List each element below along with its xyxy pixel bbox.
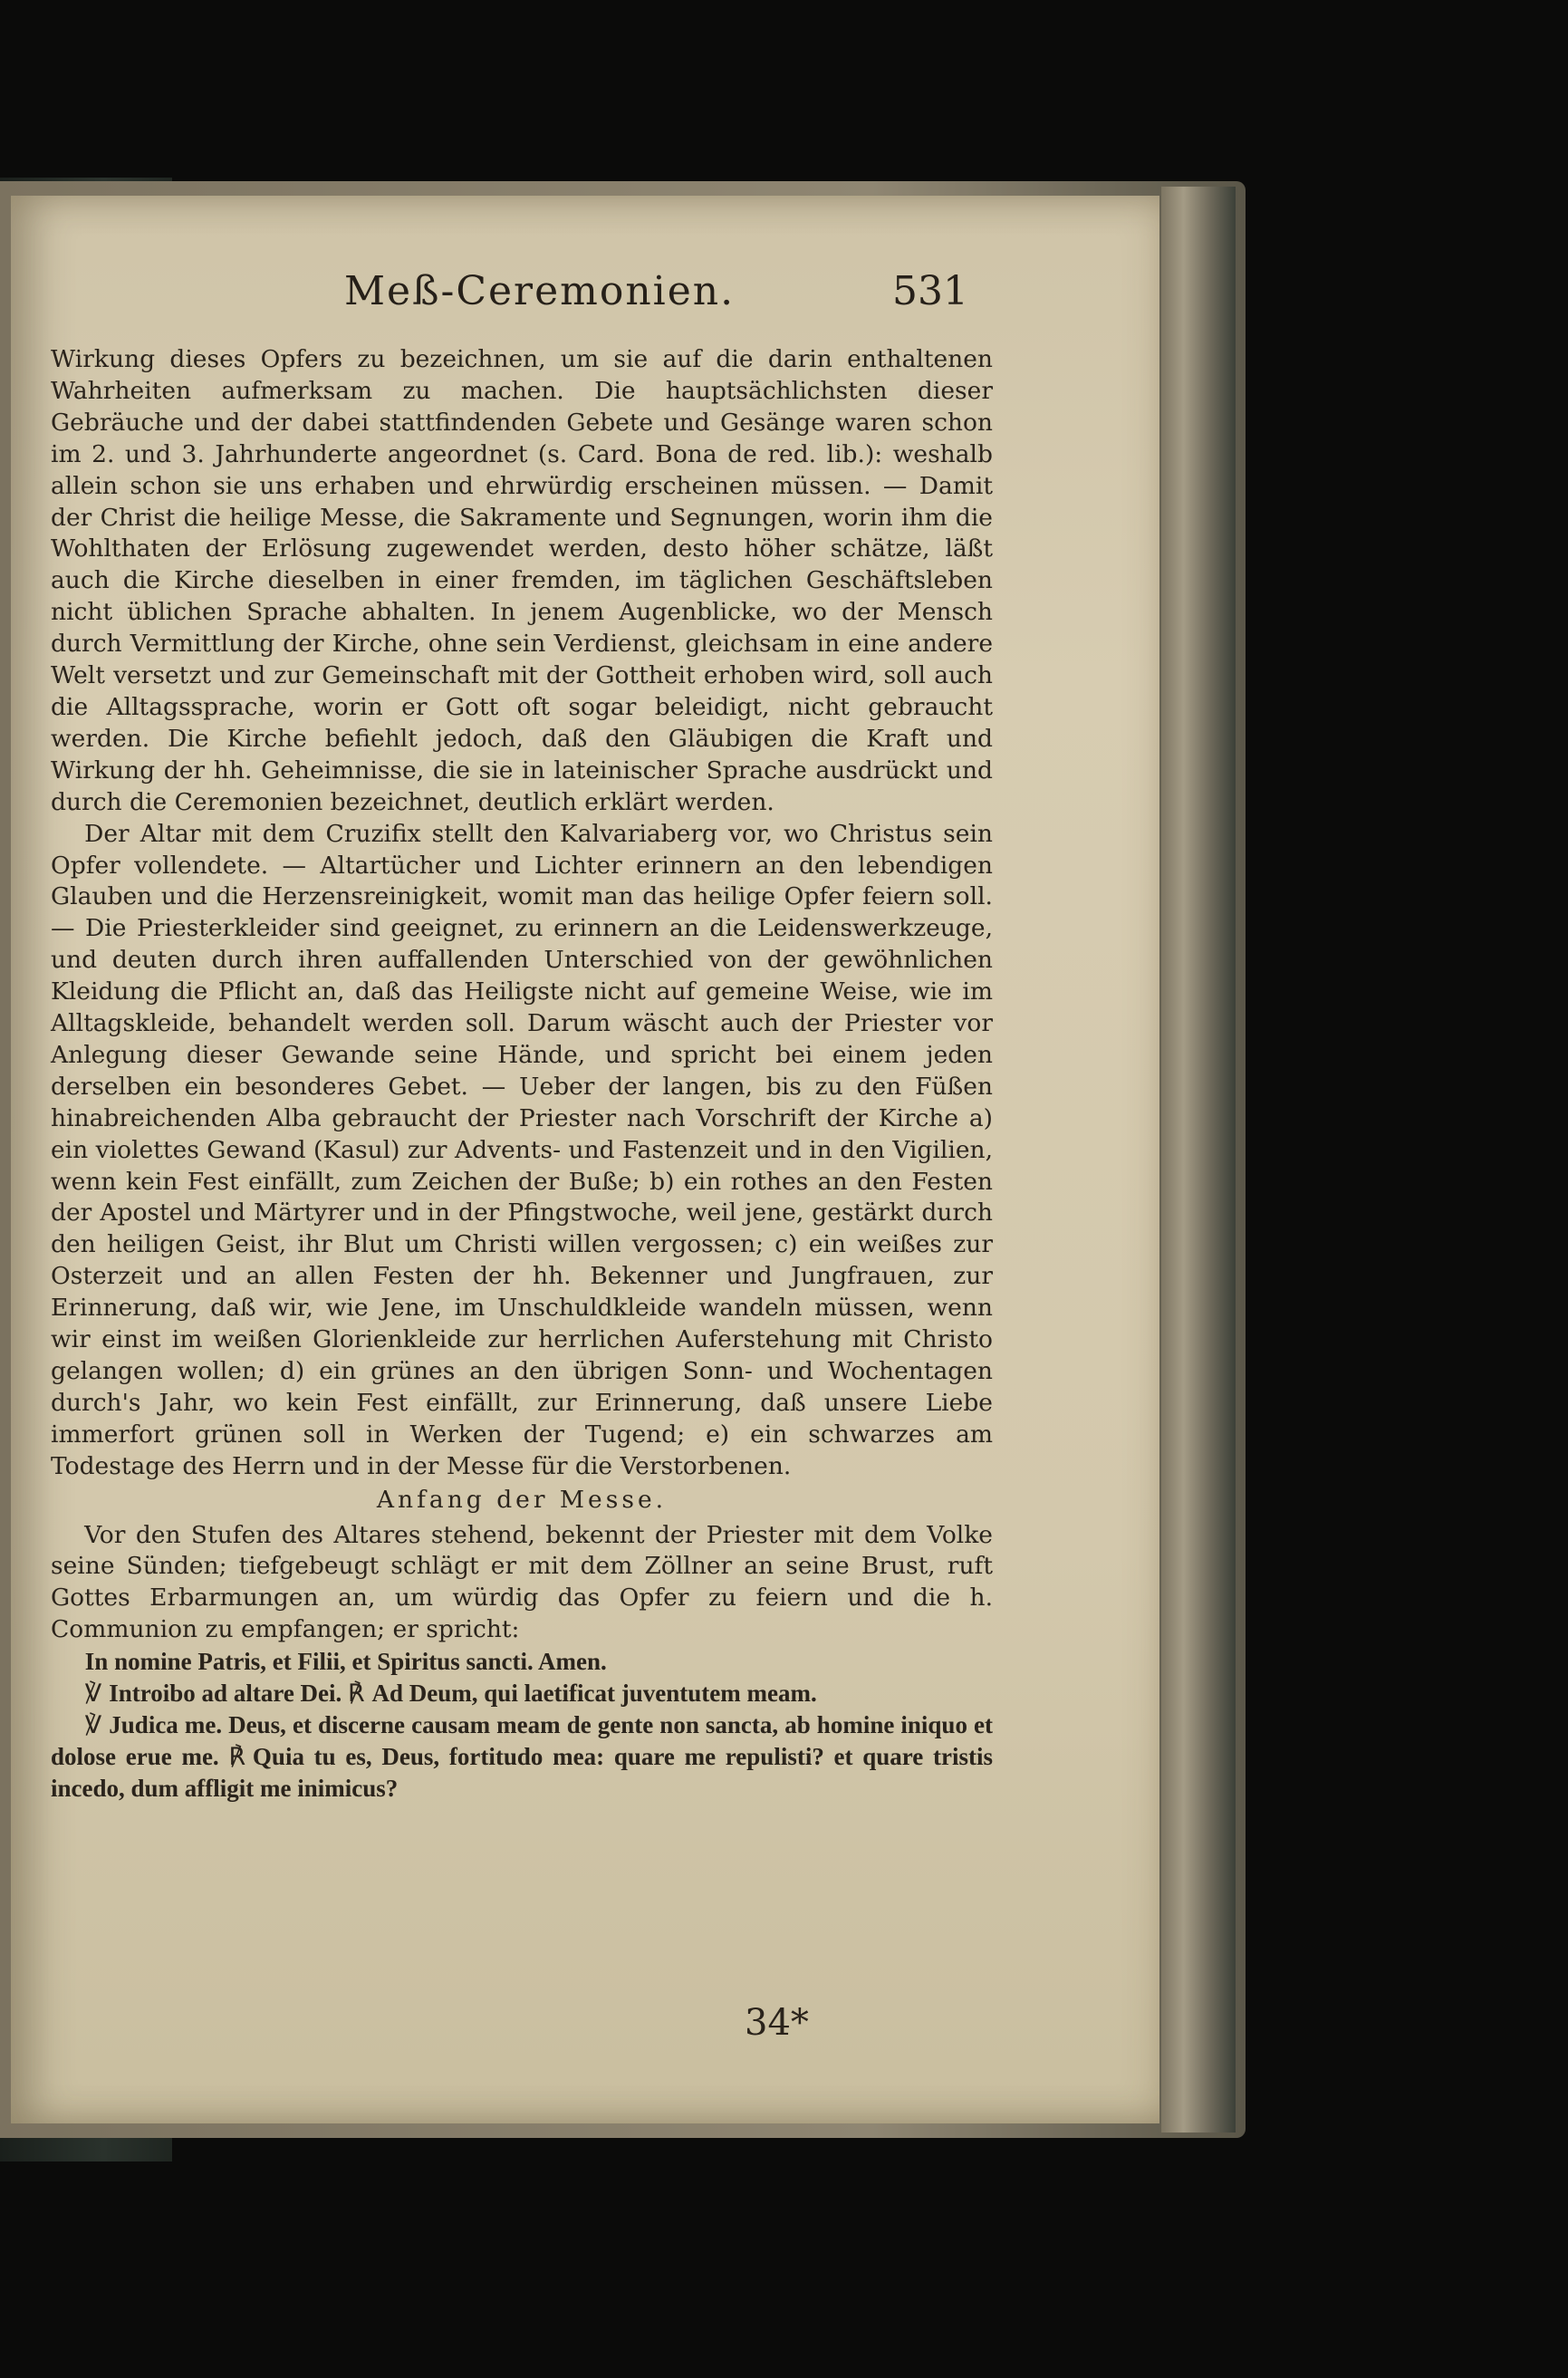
paragraph-2: Der Altar mit dem Cruzifix stellt den Kalvariaberg vor, wo Christus sein Opfer vollendete. — Altartücher und Lichter erinnern an den lebendigen Glauben und die Herzensreinigkeit, womit man das heilige Opfer feiern soll. — Die Priesterkleider sind geeignet, zu erinnern an die Leidenswerkzeuge, und deuten durch ihren auffallenden Unterschied von der gewöhnlichen Kleidung die Pflicht an, daß das Heiligste nicht auf gemeine Weise, wie im Alltagskleide, behandelt werden soll. Darum wäscht auch der Priester vor Anlegung dieser Gewande seine Hände, und spricht bei einem jeden derselben ein besonderes Gebet. — Ueber der langen, bis zu den Füßen hinabreichenden Alba gebraucht der Priester nach Vorschrift der Kirche a) ein violettes Gewand (Kasul) zur Advents- und Fastenzeit und in den Vigilien, wenn kein Fest einfällt, zum Zeichen der Buße; b) ein rothes an den Festen der Apostel und Märtyrer und in der Pfingstwoche, weil jene, gestärkt durch den heiligen Geist, ihr Blut um Christi willen vergossen; c) ein weißes zur Osterzeit und an allen Festen der hh. Bekenner und Jungfrauen, zur Erinnerung, daß wir, wie Jene, im Unschuldkleide wandeln müssen, wenn wir einst im weißen Glorienkleide zur herrlichen Auferstehung mit Christo gelangen wollen; d) ein grünes an den übrigen Sonn- und Wochentagen durch's Jahr, wo kein Fest einfällt, zur Erinnerung, daß unsere Liebe immerfort grünen soll in Werken der Tugend; e) ein schwarzes am Todestage des Herrn und in der Messe für die Verstorbenen. [51, 819, 993, 1480]
latin-line-3 [51, 1709, 993, 1805]
paragraph-3: Vor den Stufen des Altares stehend, bekennt der Priester mit dem Volke seine Sünden; tiefgebeugt schlägt er mit dem Zöllner an seine Brust, ruft Gottes Erbarmungen an, um würdig das Opfer zu feiern und die h. Communion zu empfangen; er spricht: [51, 1520, 993, 1644]
text-block [51, 344, 993, 1805]
latin-versicle-2: Introibo ad altare Dei. [109, 1680, 342, 1708]
response-symbol: ℟ [348, 1680, 365, 1708]
latin-versicle-3: Judica me. Deus, et discerne causam meam de gente non sancta, ab homine iniquo et dolose erue me. [51, 1711, 993, 1771]
versicle-symbol: ℣ [84, 1711, 102, 1739]
signature-mark: 34* [745, 2002, 809, 2044]
response-symbol: ℟ [228, 1743, 245, 1771]
versicle-symbol: ℣ [84, 1680, 102, 1708]
latin-response-3: Quia tu es, Deus, fortitudo mea: quare me repulisti? et quare tristis incedo, dum affligit me inimicus? [51, 1743, 994, 1803]
page-edge-stack [1161, 187, 1236, 2132]
section-heading: Anfang der Messe. [376, 1485, 668, 1514]
latin-line-1: In nomine Patris, et Filii, et Spiritus sancti. Amen. [84, 1648, 607, 1676]
latin-line-2 [51, 1678, 993, 1709]
running-title: Meß-Ceremonien. [344, 268, 736, 314]
page-number: 531 [892, 268, 968, 314]
page-header [0, 268, 996, 323]
paragraph-1: Wirkung dieses Opfers zu bezeichnen, um sie auf die darin enthaltenen Wahrheiten aufmerksam zu machen. Die hauptsächlichsten dieser Gebräuche und der dabei stattfindenden Gebete und Gesänge waren schon im 2. und 3. Jahrhunderte angeordnet (s. Card. Bona de red. lib.): weshalb allein schon sie uns erhaben und ehrwürdig erscheinen müssen. — Damit der Christ die heilige Messe, die Sakramente und Segnungen, worin ihm die Wohlthaten der Erlösung zugewendet werden, desto höher schätze, läßt auch die Kirche dieselben in einer fremden, im täglichen Geschäftsleben nicht üblichen Sprache abhalten. In jenem Augenblicke, wo der Mensch durch Vermittlung der Kirche, ohne sein Verdienst, gleichsam in eine andere Welt versetzt und zur Gemeinschaft mit der Gottheit erhoben wird, soll auch die Alltagssprache, worin er Gott oft sogar beleidigt, nicht gebraucht werden. Die Kirche befiehlt jedoch, daß den Gläubigen die Kraft und Wirkung der hh. Geheimnisse, die sie in lateinischer Sprache ausdrückt und durch die Ceremonien bezeichnet, deutlich erklärt werden. [51, 345, 993, 816]
latin-response-2: Ad Deum, qui laetificat juventutem meam. [371, 1680, 817, 1708]
